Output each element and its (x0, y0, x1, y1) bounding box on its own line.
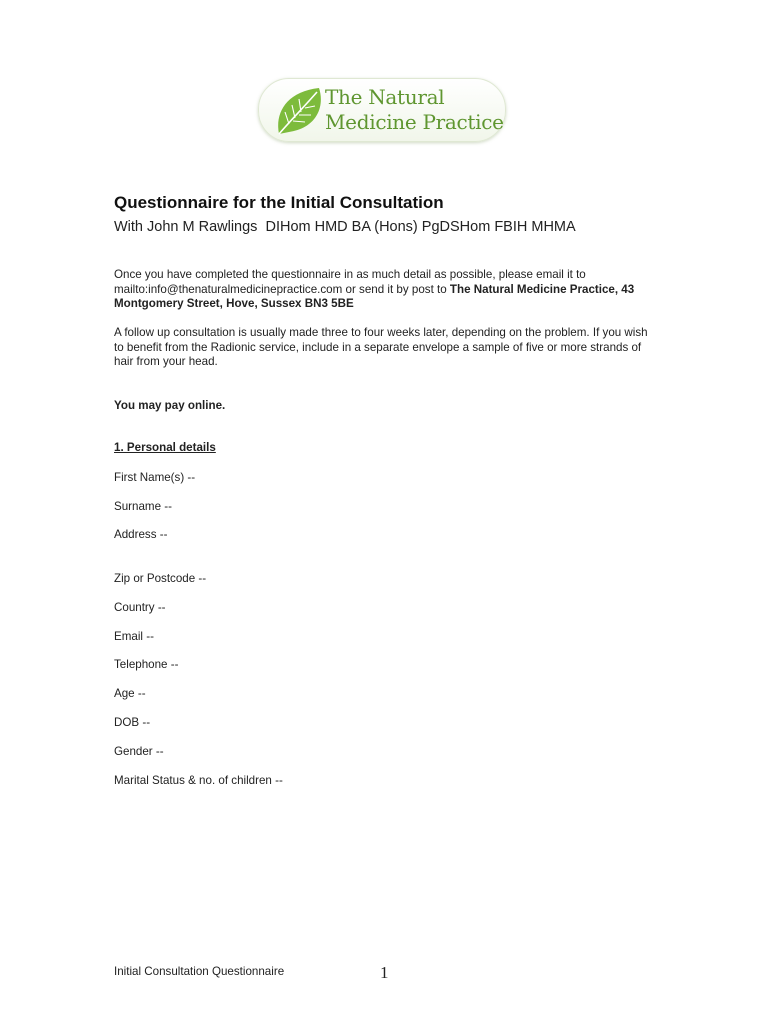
field-first-name: First Name(s) -- (114, 471, 196, 484)
field-gender: Gender -- (114, 745, 164, 758)
field-postcode: Zip or Postcode -- (114, 572, 207, 585)
field-address: Address -- (114, 528, 168, 541)
intro-paragraph (114, 268, 654, 312)
page-subtitle: With John M Rawlings DIHom HMD BA (Hons) PgDSHom FBIH MHMA (114, 219, 576, 235)
logo (258, 78, 506, 142)
page-number: 1 (380, 963, 389, 982)
postal-address: The Natural Medicine Practice, 43 Montgomery Street, Hove, Sussex BN3 5BE (114, 282, 635, 310)
field-marital-status: Marital Status & no. of children -- (114, 774, 283, 787)
field-email: Email -- (114, 630, 154, 643)
field-age: Age -- (114, 687, 146, 700)
logo-line-1: The Natural (325, 85, 445, 109)
field-country: Country -- (114, 601, 166, 614)
field-surname: Surname -- (114, 500, 172, 513)
pay-online-text: You may pay online. (114, 399, 226, 412)
intro-text: Once you have completed the questionnaire in as much detail as possible, please email it to mailto:info@thenaturalmedicinepractice.com or send it by post to (114, 268, 586, 296)
section-heading: 1. Personal details (114, 441, 216, 454)
followup-paragraph: A follow up consultation is usually made three to four weeks later, depending on the problem. If you wish to benefit from the Radionic service, include in a separate envelope a sample of five or more strands of hair from your head. (114, 326, 648, 368)
field-telephone: Telephone -- (114, 658, 179, 671)
footer-label: Initial Consultation Questionnaire (114, 965, 285, 978)
logo-line-2: Medicine Practice (325, 110, 504, 134)
field-dob: DOB -- (114, 716, 151, 729)
page-title: Questionnaire for the Initial Consultation (114, 193, 444, 212)
